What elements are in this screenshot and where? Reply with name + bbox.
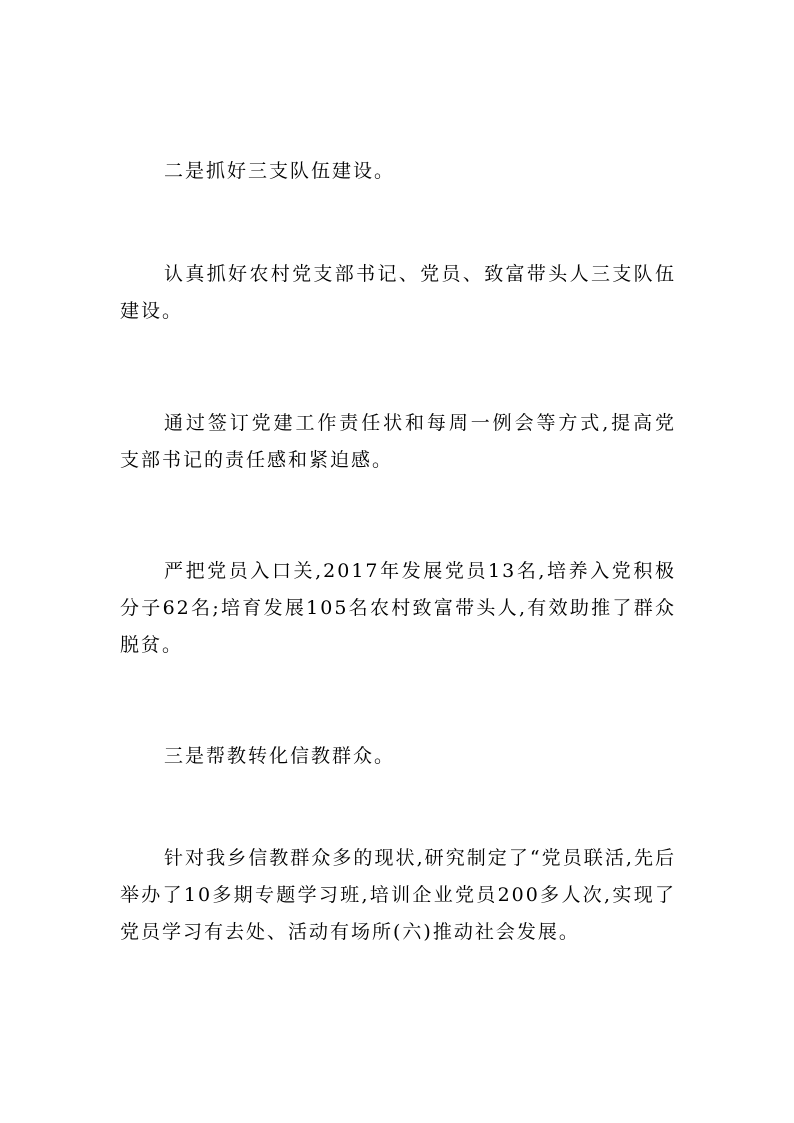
body-paragraph: 严把党员入口关,2017年发展党员13名,培养入党积极分子62名;培育发展105名农村致富带头人,有效助推了群众脱贫。	[120, 560, 676, 656]
section-heading-paragraph: 二是抓好三支队伍建设。	[164, 160, 396, 182]
body-paragraph: 通过签订党建工作责任状和每周一例会等方式,提高党支部书记的责任感和紧迫感。	[120, 412, 676, 471]
section-heading-paragraph: 三是帮教转化信教群众。	[164, 745, 396, 767]
body-paragraph: 认真抓好农村党支部书记、党员、致富带头人三支队伍建设。	[120, 263, 676, 322]
body-paragraph: 针对我乡信教群众多的现状,研究制定了“党员联活,先后举办了10多期专题学习班,培训企业党员200多人次,实现了党员学习有去处、活动有场所(六)推动社会发展。	[120, 847, 676, 943]
